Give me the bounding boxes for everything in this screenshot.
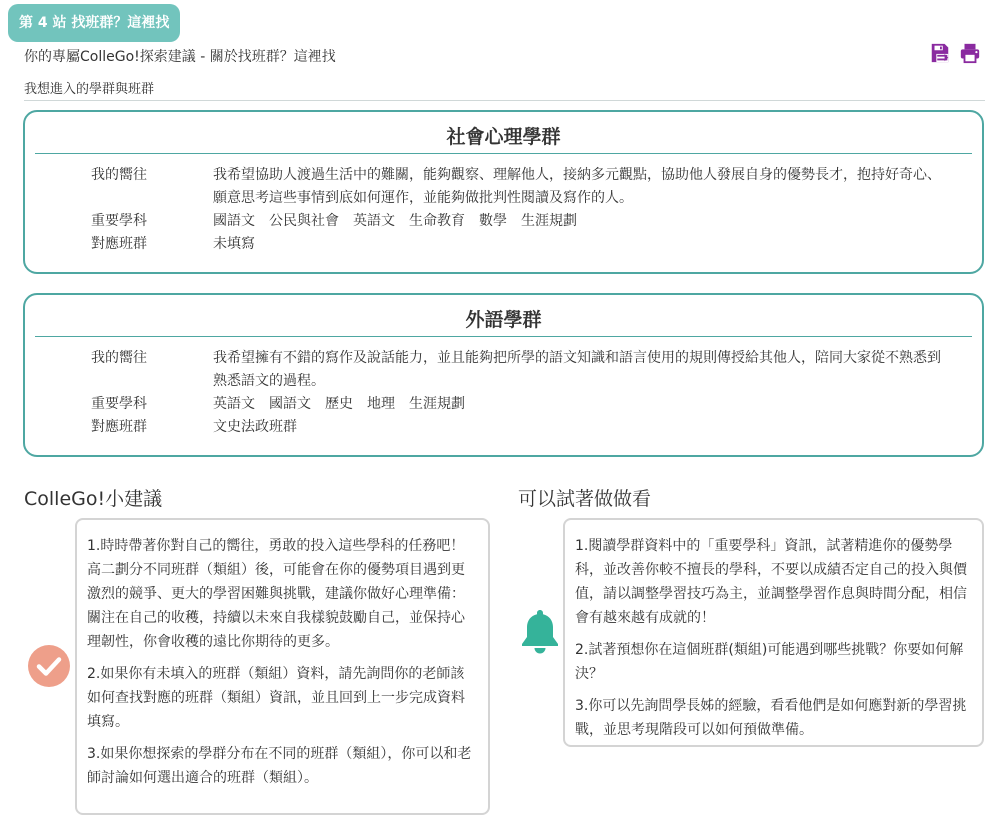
class-group-value: 未填寫	[213, 236, 255, 252]
group-name: 外語學群	[35, 305, 972, 337]
subject: 歷史	[325, 396, 353, 412]
print-icon[interactable]	[959, 42, 981, 64]
subject: 國語文	[269, 396, 311, 412]
bell-icon	[518, 608, 562, 654]
stage-tag: 第 4 站 找班群？這裡找	[8, 4, 180, 42]
subjects-list	[213, 210, 943, 233]
subject: 數學	[479, 213, 507, 229]
advice-tip: 1.時時帶著你對自己的嚮往，勇敢的投入這些學科的任務吧！高二劃分不同班群（類組）後，可能會在你的優勢項目遇到更激烈的競爭、更大的學習困難與挑戰，建議你做好心理準備：關注在自己的收穫，持續以未來自我樣貌鼓勵自己，並保持心理韌性，你會收穫的遠比你期待的更多。	[87, 538, 465, 650]
class-group-value: 文史法政班群	[213, 419, 297, 435]
aspiration-text: 我希望協助人渡過生活中的難關，能夠觀察、理解他人，接納多元觀點，協助他人發展自身的優勢長才，抱持好奇心、願意思考這些事情到底如何運作，並能夠做批判性閱讀及寫作的人。	[213, 167, 941, 206]
subject: 生命教育	[409, 213, 465, 229]
class-group-label: 對應班群	[91, 419, 147, 435]
save-icon[interactable]	[929, 42, 951, 64]
subject: 英語文	[353, 213, 395, 229]
aspiration-label: 我的嚮往	[91, 350, 147, 366]
advice-tip: 2.如果你有未填入的班群（類組）資料，請先詢問你的老師該如何查找對應的班群（類組）資訊，並且回到上一步完成資料填寫。	[87, 666, 465, 730]
class-group-label: 對應班群	[91, 236, 147, 252]
aspiration-label: 我的嚮往	[91, 167, 147, 183]
subject: 公民與社會	[269, 213, 339, 229]
subject: 國語文	[213, 213, 255, 229]
subjects-list	[213, 393, 943, 416]
try-tip: 3.你可以先詢問學長姊的經驗，看看他們是如何應對新的學習挑戰，並思考現階段可以如何預做準備。	[575, 698, 967, 738]
advice-box	[75, 518, 490, 815]
subject: 英語文	[213, 396, 255, 412]
page-title: 你的專屬ColleGo!探索建議 - 關於找班群？這裡找	[24, 49, 336, 65]
subject: 生涯規劃	[409, 396, 465, 412]
try-tip: 2.試著預想你在這個班群(類組)可能遇到哪些挑戰？你要如何解決？	[575, 642, 964, 682]
advice-tip: 3.如果你想探索的學群分布在不同的班群（類組），你可以和老師討論如何選出適合的班群（類組）。	[87, 746, 472, 786]
check-circle-icon	[28, 645, 70, 687]
group-card	[23, 110, 984, 274]
section-title: 我想進入的學群與班群	[24, 78, 985, 101]
group-name: 社會心理學群	[35, 122, 972, 154]
try-heading: 可以試著做做看	[518, 488, 652, 510]
aspiration-text: 我希望擁有不錯的寫作及說話能力，並且能夠把所學的語文知識和語言使用的規則傳授給其他人，陪同大家從不熟悉到熟悉語文的過程。	[213, 350, 941, 389]
try-tip: 1.閱讀學群資料中的「重要學科」資訊，試著精進你的優勢學科，並改善你較不擅長的學科，不要以成績否定自己的投入與價值，請以調整學習技巧為主，並調整學習作息與時間分配，相信會有越來越有成就的！	[575, 538, 967, 626]
toolbar	[929, 42, 981, 64]
subjects-label: 重要學科	[91, 396, 147, 412]
group-card	[23, 293, 984, 457]
subject: 生涯規劃	[521, 213, 577, 229]
subjects-label: 重要學科	[91, 213, 147, 229]
advice-heading: ColleGo!小建議	[24, 488, 163, 510]
try-box	[563, 518, 984, 747]
subject: 地理	[367, 396, 395, 412]
